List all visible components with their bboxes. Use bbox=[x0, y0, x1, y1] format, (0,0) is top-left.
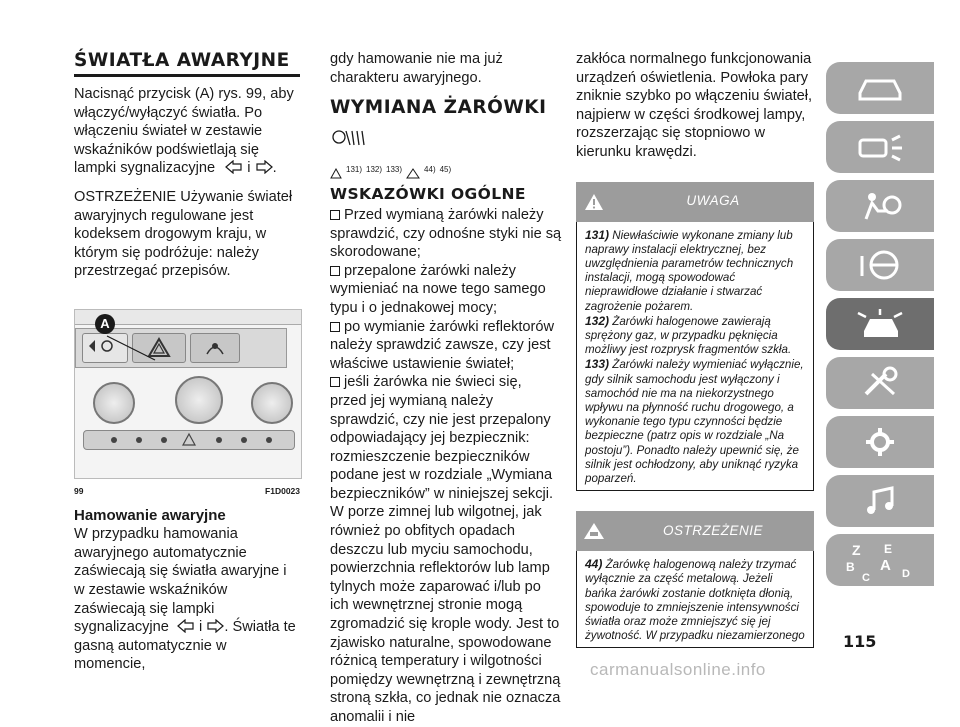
caution-item: 44) Żarówkę halogenową należy trzymać wyłącznie za część metalową. Jeżeli bańka żarówki zostanie dotknięta dłonią, spowoduje to zmniejszenie intensywności światła oraz może zmniejszyć się jej żywotność. W przypadku niezamierzonego bbox=[585, 557, 805, 643]
music-note-icon bbox=[852, 484, 908, 518]
caution-title: OSTRZEŻENIE bbox=[662, 522, 763, 538]
warning-item: 131) Niewłaściwie wykonane zmiany lub naprawy instalacji elektrycznej, bez uwzględnienia parametrów technicznych instalacji, mogą spowodować nieprawidłowe działanie i stwarzać zagrożenie pożarem. bbox=[585, 227, 794, 313]
index-letter: E bbox=[884, 542, 893, 556]
alphabet-index-icon bbox=[840, 537, 920, 583]
tab-technical-data[interactable] bbox=[826, 416, 934, 468]
callout-leader-line bbox=[75, 310, 301, 478]
checkbox-bullet-icon bbox=[330, 210, 340, 220]
bullet-item: Przed wymianą żarówki należy sprawdzić, czy odnośne styki nie są skorodowane; bbox=[330, 206, 562, 261]
watermark: carmanualsonline.info bbox=[590, 660, 766, 679]
index-letter: B bbox=[846, 560, 855, 574]
warning-triangle-icon bbox=[583, 192, 605, 212]
lights-icon bbox=[852, 130, 908, 164]
tab-lights[interactable] bbox=[826, 121, 934, 173]
checkbox-bullet-icon bbox=[330, 377, 340, 387]
gear-icon bbox=[852, 425, 908, 459]
references-row: 131) 132) 133) 44) 45) bbox=[330, 161, 562, 180]
turn-left-indicator-icon bbox=[225, 160, 243, 174]
column-2 bbox=[330, 50, 562, 727]
danger-triangle-icon bbox=[330, 168, 342, 179]
page-number: 115 bbox=[843, 632, 877, 651]
tab-maintenance[interactable] bbox=[826, 357, 934, 409]
turn-right-indicator-icon bbox=[255, 160, 273, 174]
car-front-icon bbox=[852, 71, 908, 105]
bullet-item: po wymianie żarówki reflektorów należy sprawdzić zawsze, czy jest właściwe ustawienie świateł; bbox=[330, 318, 555, 372]
bullet-item: przepalone żarówki należy wymieniać na nowe tego samego typu i o jednakowej mocy; bbox=[330, 262, 546, 316]
caution-box-body bbox=[576, 551, 814, 648]
chapter-tabs bbox=[826, 62, 934, 593]
tab-dashboard[interactable] bbox=[826, 62, 934, 114]
warning-box-header bbox=[576, 182, 814, 222]
emergency-car-icon bbox=[852, 307, 908, 341]
tab-driving[interactable] bbox=[826, 239, 934, 291]
heading-hazard-lights: ŚWIATŁA AWARYJNE bbox=[74, 50, 300, 77]
checkbox-bullet-icon bbox=[330, 266, 340, 276]
tab-multimedia[interactable] bbox=[826, 475, 934, 527]
heading-bulb-replacement: WYMIANA ŻARÓWKI bbox=[330, 97, 547, 119]
checkbox-bullet-icon bbox=[330, 322, 340, 332]
paragraph-warning-law: OSTRZEŻENIE Używanie świateł awaryjnych regulowane jest kodeksem drogowym kraju, w którym się podróżuje: należy przestrzegać przepisów. bbox=[74, 188, 293, 280]
paragraph-hazard-intro: Nacisnąć przycisk (A) rys. 99, aby włączyć/wyłączyć światła. Po włączeniu świateł w zestawie wskaźników podświetlają się lampki sygnalizacyjne i . bbox=[74, 86, 294, 177]
figure-number: 99 bbox=[74, 485, 84, 496]
paragraph-continued-2: zakłóca normalnego funkcjonowania urządzeń oświetlenia. Powłoka pary zniknie szybko po włączeniu świateł, najpierw w części środkowej lampy, rozszerzając się stopniowo w kierunku krawędzi. bbox=[576, 51, 813, 160]
tab-safety[interactable] bbox=[826, 180, 934, 232]
index-letter: C bbox=[862, 572, 870, 583]
caution-car-icon bbox=[582, 521, 606, 541]
warning-title: UWAGA bbox=[686, 193, 740, 209]
index-letter: Z bbox=[852, 542, 861, 558]
dashboard-figure bbox=[74, 309, 302, 479]
bullet-item: jeśli żarówka nie świeci się, przed jej wymianą należy sprawdzić, czy nie jest przepalony odpowiadający jej bezpiecznik: rozmieszczenie bezpieczników podane jest w rozdziale „Wymiana bezpieczników” w niniejszej sekcji. bbox=[330, 374, 554, 502]
subheading-emergency-braking: Hamowanie awaryjne bbox=[74, 506, 226, 524]
warning-item: 133) Żarówki należy wymieniać wyłącznie, gdy silnik samochodu jest wyłączony i samochód nie ma na niekorzystnego wpływu na płynność ruchu drogowego, a wykonanie tego typu czynności będzie bezpieczne (patrz opis w rozdziale „Na postoju”). Ponadto należy upewnić się, że silnik jest ochłodzony, aby uniknąć ryzyka poparzeń. bbox=[585, 357, 804, 486]
warning-box-body bbox=[576, 222, 814, 492]
wrench-icon bbox=[852, 366, 908, 400]
index-letter: A bbox=[880, 557, 891, 574]
turn-left-indicator-icon bbox=[177, 619, 195, 633]
bulb-tool-icon bbox=[330, 127, 370, 149]
figure-code: F1D0023 bbox=[265, 485, 300, 496]
caution-car-icon bbox=[406, 168, 420, 179]
figure-caption bbox=[74, 482, 300, 501]
index-letter: D bbox=[902, 568, 910, 580]
paragraph-condensation: W porze zimnej lub wilgotnej, jak również po obfitych opadach deszczu lub myciu samochodu, powierzchnia reflektorów lub lamp tylnych może zaparować i/lub po ich wewnętrznej stronie mogą zgromadzić się krople wody. Jest to zjawisko naturalne, spowodowane różnicą temperatury i wilgotności pomiędzy wewnętrzną i zewnętrzną stroną szkła, co jednak nie oznacza anomalii i nie bbox=[330, 504, 561, 725]
tab-index[interactable] bbox=[826, 534, 934, 586]
figure-callout-badge: A bbox=[95, 314, 115, 334]
paragraph-continued: gdy hamowanie nie ma już charakteru awaryjnego. bbox=[330, 51, 503, 86]
paragraph-emergency-braking: W przypadku hamowania awaryjnego automatycznie zaświecają się światła awaryjne i w zestawie wskaźników zaświecają się lampki sygnalizacyjne i . Światła te gasną automatycznie w momencie, bbox=[74, 526, 296, 673]
warning-item: 132) Żarówki halogenowe zawierają sprężony gaz, w przypadku pęknięcia możliwy jest rozprysk fragmentów szkła. bbox=[585, 313, 792, 357]
caution-box-header bbox=[576, 511, 814, 551]
subheading-general-tips: WSKAZÓWKI OGÓLNE bbox=[330, 185, 526, 204]
column-3 bbox=[576, 50, 814, 648]
tab-emergency[interactable] bbox=[826, 298, 934, 350]
airbag-icon bbox=[852, 189, 908, 223]
turn-right-indicator-icon bbox=[206, 619, 224, 633]
column-1 bbox=[74, 50, 300, 674]
steering-wheel-icon bbox=[852, 248, 908, 282]
